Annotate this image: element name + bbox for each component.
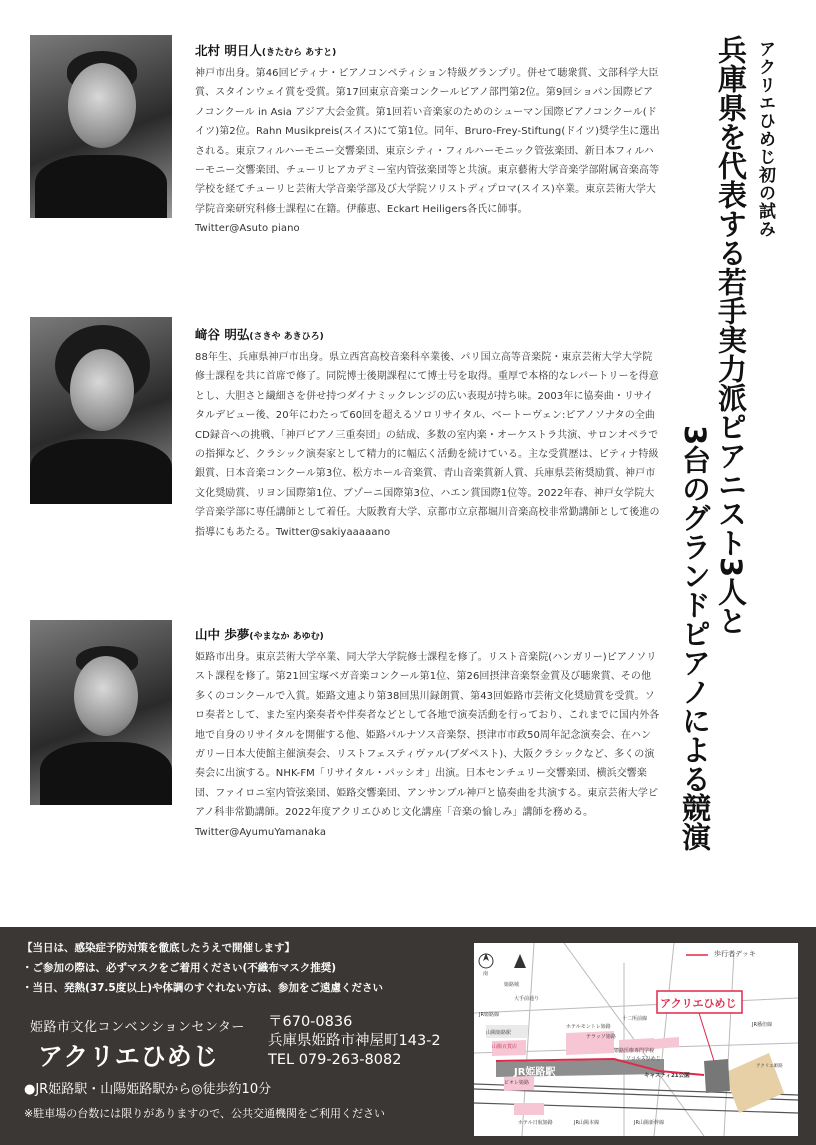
map-label: JR播但線 xyxy=(752,1022,772,1028)
map-label: ホテルモントレ姫路 xyxy=(566,1024,611,1030)
headline-kicker: アクリエひめじ初の試み xyxy=(755,40,775,238)
pianist-profile: 神戸市出身。第46回ピティナ・ピアノコンペティション特級グランプリ。併せて聴衆賞、文部科学大臣賞、スタインウェイ賞を受賞。第17回東京音楽コンクールピアノ部門第2位。第9回ショパン国際ピアノコンクール in Asia アジア大会金賞。第1回若い音楽家のためのシューマン国際ピアノコンクール(ドイツ)第2位。Rahn Musikpreis(スイス)にて第1位。同年、Bruro-Frey-Stiftung(ドイツ)奨学生に選出される。東京フィルハーモニー交響楽団、東京シティ・フィルハーモニック管弦楽団、新日本フィルハーモニー交響楽団、チューリヒアカデミー室内管弦楽団等と共演。東京藝術大学音楽学部附属音楽高等学校を経てチューリヒ芸術大学音楽学部及び大学院ソリストディプロマ(スイス)卒業。東京芸術大学大学院音楽研究科修士課程に在籍。伊藤恵、Eckart Heiligers各氏に師事。 xyxy=(195,68,660,215)
map-label: 十二所前線 xyxy=(622,1016,648,1022)
map-venue-label: アクリエひめじ xyxy=(660,997,737,1010)
map-station-label: JR姫路駅 xyxy=(514,1067,556,1078)
map-label: ホテル日航姫路 xyxy=(518,1120,553,1126)
pianist-profile: 姫路市出身。東京芸術大学卒業、同大学大学院修士課程を修了。リスト音楽院(ハンガリー)ピアノソリスト課程を修了。第21回宝塚ベガ音楽コンクール第1位、第26回摂津音楽祭金賞及び聴衆賞、その他多くのコンクールで入賞。姫路文連より第38回黒川録朗賞、第43回姫路市芸術文化奨励賞を受賞。ソロ奏者として、また室内楽奏者や伴奏者などとして各地で演奏活動を行っており、これまでに国内外各地で自身のリサイタルを開催する他、姫路パルナソス音楽祭、摂津市市政50周年記念演奏会、在ハンガリー日本大使館主催演奏会、リストフェスティヴァル(ブダペスト)、大阪クラシックなど、多くの演奏会に出演する。NHK-FM「リサイタル・パッシオ」出演。日本センチュリー交響楽団、横浜交響楽団、ファイロニ室内管弦楽団、姫路交響楽団、アンサンブル神戸と協奏曲を共演する。東京芸術大学ピアノ科非常勤講師。2022年度アクリエひめじ文化講座「音楽の愉しみ」講師を務める。 xyxy=(195,652,660,819)
pianist-profile: 88年生、兵庫県神戸市出身。県立西宮高校音楽科卒業後、パリ国立高等音楽院・東京芸術大学大学院修士課程を共に首席で修了。同院博士後期課程にて博士号を取得。重厚で本格的なレパートリーを得意とし、大胆さと繊細さを併せ持つダイナミックレンジの広い表現が持ち味。2003年に協奏曲・リサイタルデビュー後、20年にわたって60回を超えるソロリサイタル、ベートーヴェン:ピアノソナタの全曲CD録音への挑戦、「神戸ピアノ三重奏団」の結成、多数の室内楽・オーケストラ共演、サロンオペラでの指揮など、クラシック演奏家として精力的に幅広く活動を続けている。主な受賞歴は、ピティナ特級銀賞、日本音楽コンクール第3位、松方ホール音楽賞、青山音楽賞新人賞、兵庫県芸術奨励賞、神戸市文化奨励賞、リヨン国際第1位、ブゾーニ国際第3位、ハエン賞国際1位等。2022年春、神戸女学院大学音楽学部に専任講師として着任。大阪教育大学、京都市立京都堀川音楽高校非常勤講師として後進の指導にもあたる。Twitter@sakiyaaaaano xyxy=(195,352,660,538)
pianist-name: 北村 明日人(きたむら あすと) xyxy=(195,43,337,58)
pianist-bio-sakiya xyxy=(195,326,660,542)
map-label: 姫路医療専門学校 xyxy=(614,1048,655,1054)
access-info: ●JR姫路駅・山陽姫路駅から◎徒歩約10分 xyxy=(24,1082,272,1097)
venue-logo: アクリエひめじ xyxy=(38,1042,219,1071)
parking-note: ※駐車場の台数には限りがありますので、公共交通機関をご利用ください xyxy=(24,1107,385,1120)
pianist-twitter: Twitter@Asuto piano xyxy=(195,223,300,235)
telephone: TEL 079-263-8082 xyxy=(268,1052,402,1068)
map-label: 大手前通り xyxy=(514,996,540,1002)
map-label: テラッソ姫路 xyxy=(586,1034,616,1040)
venue-organization: 姫路市文化コンベンションセンター xyxy=(30,1020,245,1035)
headline-line2: 3台のグランドピアノによる競演 xyxy=(678,425,712,852)
notice-heading: 【当日は、感染症予防対策を徹底したうえで開催します】 xyxy=(22,942,295,954)
pianist-bio-yamanaka xyxy=(195,626,660,842)
pianist-twitter: Twitter@sakiyaaaaano xyxy=(275,526,391,538)
pianist-photo-yamanaka xyxy=(30,620,172,805)
map-graphic xyxy=(474,943,798,1136)
pianist-bio-kitamura xyxy=(195,42,660,239)
pianist-name: 山中 歩夢(やまなか あゆむ) xyxy=(195,627,324,642)
venue-address-block xyxy=(268,1013,441,1070)
map-label: 南 xyxy=(483,971,489,977)
map-label: JR山陽新幹線 xyxy=(634,1120,664,1126)
map-label: 姫路城 xyxy=(504,982,520,988)
map-label: ソコルスひめじ xyxy=(626,1056,661,1062)
map-label: キャスティ21公園 xyxy=(644,1073,690,1079)
headline-line1: 兵庫県を代表する若手実力派ピアニスト3人と xyxy=(714,35,748,636)
pianist-photo-kitamura xyxy=(30,35,172,218)
map-legend-walkway: 歩行者デッキ xyxy=(714,950,756,958)
access-map xyxy=(474,943,798,1136)
street-address: 兵庫県姫路市神屋町143-2 xyxy=(268,1033,441,1049)
map-label: JR姫路線 xyxy=(479,1012,499,1018)
map-label: 山陽姫路駅 xyxy=(486,1030,512,1036)
notice-fever: ・当日、発熱(37.5度以上)や体調のすぐれない方は、参加をご遠慮ください xyxy=(22,982,384,994)
pianist-twitter: Twitter@AyumuYamanaka xyxy=(195,826,327,838)
map-label: 山陽百貨店 xyxy=(492,1044,518,1050)
footer-band xyxy=(0,927,816,1145)
pianist-photo-sakiya xyxy=(30,317,172,504)
pianist-name: 﨑谷 明弘(さきや あきひろ) xyxy=(195,327,324,342)
map-label: アクリエ姫路 xyxy=(756,1064,783,1069)
postal-code: 〒670-0836 xyxy=(268,1014,353,1030)
map-label: ピオレ姫路 xyxy=(504,1080,530,1086)
map-label: JR山陽本線 xyxy=(574,1120,599,1126)
notice-mask: ・ご参加の際は、必ずマスクをご着用ください(不織布マスク推奨) xyxy=(22,962,337,974)
